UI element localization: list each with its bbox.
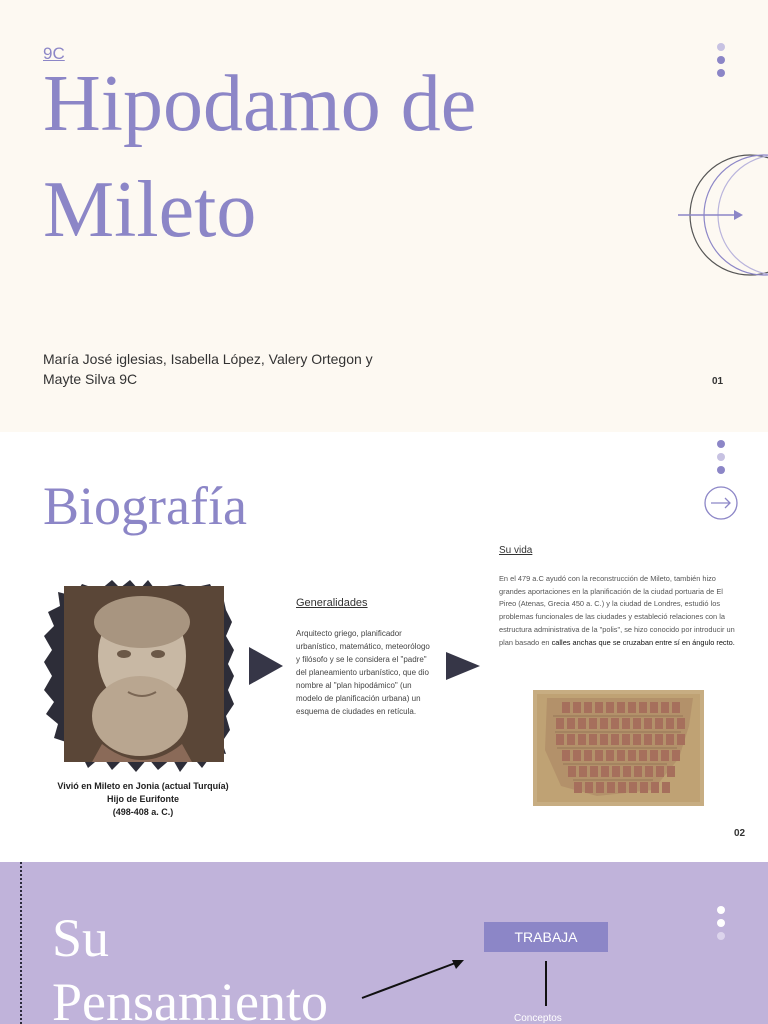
city-block xyxy=(562,750,570,761)
city-block xyxy=(611,734,619,745)
city-block xyxy=(589,718,597,729)
connector-line xyxy=(545,961,547,1006)
city-block xyxy=(639,702,647,713)
city-block xyxy=(606,702,614,713)
play-arrow-icon xyxy=(446,652,480,680)
city-block xyxy=(611,718,619,729)
city-block xyxy=(655,718,663,729)
city-block xyxy=(556,718,564,729)
city-block xyxy=(618,782,626,793)
slide-pensamiento xyxy=(0,862,768,1024)
city-block xyxy=(644,718,652,729)
trabaja-box[interactable] xyxy=(484,922,608,952)
city-block xyxy=(644,734,652,745)
circles-arrow-icon xyxy=(676,150,768,280)
city-plan-image xyxy=(533,690,704,806)
city-block xyxy=(617,750,625,761)
city-block xyxy=(629,782,637,793)
page-number: 01 xyxy=(712,376,724,387)
section-title-line1: Su xyxy=(52,908,110,968)
city-block xyxy=(600,734,608,745)
city-block xyxy=(628,750,636,761)
city-block xyxy=(645,766,653,777)
generalidades-heading: Generalidades xyxy=(296,597,368,609)
city-block xyxy=(666,734,674,745)
city-block xyxy=(578,734,586,745)
concept-label: Conceptos xyxy=(514,1013,562,1024)
city-block xyxy=(584,702,592,713)
city-block xyxy=(585,782,593,793)
city-block xyxy=(607,782,615,793)
city-block xyxy=(623,766,631,777)
portrait-caption xyxy=(40,780,246,819)
city-block xyxy=(640,782,648,793)
city-block xyxy=(600,718,608,729)
city-block xyxy=(612,766,620,777)
city-block xyxy=(590,766,598,777)
play-arrow-icon xyxy=(249,647,283,685)
city-block xyxy=(595,702,603,713)
slide-biografia xyxy=(0,432,768,862)
city-block xyxy=(606,750,614,761)
dashed-border xyxy=(20,862,22,1024)
caption-line2: Hijo de Eurifonte xyxy=(107,794,179,804)
page-number: 02 xyxy=(734,828,746,839)
page-title-line2: Mileto xyxy=(43,166,257,254)
authors-line2: Mayte Silva 9C xyxy=(43,371,138,387)
city-block xyxy=(589,734,597,745)
city-block xyxy=(601,766,609,777)
su-vida-emphasis: calles anchas que se cruzaban entre sí en ángulo recto. xyxy=(551,637,735,647)
city-block xyxy=(677,734,685,745)
city-block xyxy=(634,766,642,777)
city-block xyxy=(578,718,586,729)
city-block xyxy=(661,750,669,761)
city-block xyxy=(584,750,592,761)
section-title: Biografía xyxy=(43,476,247,536)
su-vida-text xyxy=(499,573,739,649)
city-block xyxy=(639,750,647,761)
city-block xyxy=(622,718,630,729)
city-block xyxy=(651,782,659,793)
city-block xyxy=(655,734,663,745)
city-block xyxy=(650,750,658,761)
city-block xyxy=(661,702,669,713)
circle-arrow-icon[interactable] xyxy=(703,485,739,521)
city-block xyxy=(633,718,641,729)
connector-arrow xyxy=(358,956,468,1002)
city-block xyxy=(556,734,564,745)
city-block xyxy=(633,734,641,745)
slide-title xyxy=(0,0,768,432)
city-block xyxy=(622,734,630,745)
portrait-image xyxy=(42,576,236,776)
city-block xyxy=(662,782,670,793)
trabaja-label: TRABAJA xyxy=(514,929,578,945)
city-block xyxy=(568,766,576,777)
caption-line1: Vivió en Mileto en Jonia (actual Turquía) xyxy=(57,781,229,791)
su-vida-body: En el 479 a.C ayudó con la reconstrucción de Mileto, también hizo grandes aportaciones en la planificación de la ciudad portuaria de El Pireo (Atenas, Grecia 450 a. C.) y la ciudad de Londres, estudió los problemas funcionales de las ciudades y estableció relaciones con la estructura administrativa de la "polis", se hizo conocido por introducir un plan basado en xyxy=(499,574,735,647)
city-block xyxy=(579,766,587,777)
city-block xyxy=(567,718,575,729)
city-block xyxy=(596,782,604,793)
city-block xyxy=(656,766,664,777)
city-block xyxy=(666,718,674,729)
city-block xyxy=(677,718,685,729)
city-block xyxy=(667,766,675,777)
section-title-line2: Pensamiento xyxy=(52,972,328,1024)
su-vida-heading: Su vida xyxy=(499,545,533,556)
city-block xyxy=(672,702,680,713)
page-title-line1: Hipodamo de xyxy=(43,60,477,148)
city-block xyxy=(628,702,636,713)
city-block xyxy=(574,782,582,793)
city-block xyxy=(573,750,581,761)
city-block xyxy=(595,750,603,761)
authors-line1: María José iglesias, Isabella López, Valery Ortegon y xyxy=(43,351,373,367)
generalidades-text: Arquitecto griego, planificador urbanístico, matemático, meteorólogo y filósofo y se le considera el "padre" del planeamiento urbanístico, que dio nombre al "plan hipodámico" (un modelo de planificación urbana) un esquema de ciudades en retícula. xyxy=(296,629,430,716)
class-label: 9C xyxy=(43,44,65,63)
city-block xyxy=(567,734,575,745)
city-block xyxy=(650,702,658,713)
caption-line3: (498-408 a. C.) xyxy=(112,807,174,817)
city-block xyxy=(573,702,581,713)
city-block xyxy=(617,702,625,713)
city-block xyxy=(562,702,570,713)
city-block xyxy=(672,750,680,761)
